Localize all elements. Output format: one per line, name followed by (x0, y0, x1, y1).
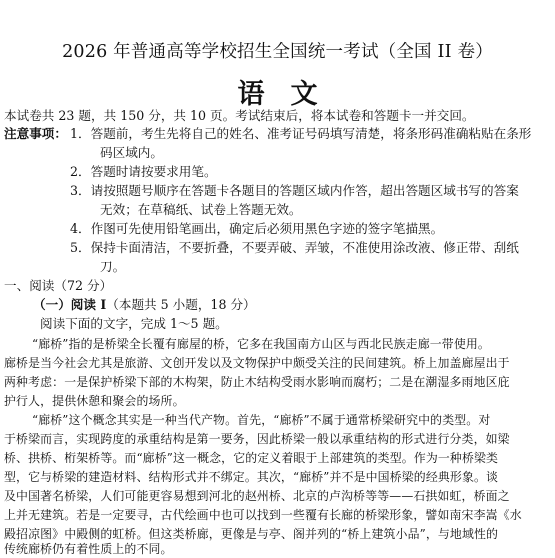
notice-item-5-cont: 刀。 (100, 259, 126, 274)
notice-item-3-cont: 无效；在草稿纸、试卷上答题无效。 (100, 202, 302, 217)
subsection-note: （本题共 5 小题，18 分） (106, 297, 256, 312)
passage-line: “廊桥”指的是桥梁全长覆有廊屋的桥，它多在我国南方山区与西北民族走廊一带使用。 (32, 337, 490, 351)
subsection-heading (33, 296, 256, 314)
notice-item-4: 4．作图可先使用铅笔画出，确定后必须用黑色字迹的签字笔描黑。 (70, 221, 444, 236)
passage-line: 型，它与桥梁的建造材料、结构形式并不绑定。其次，“廊桥”并不是中国桥梁的经典形象。谈 (4, 470, 499, 484)
passage-line: “廊桥”这个概念其实是一种当代产物。首先，“廊桥”不属于通常桥梁研究中的类型。对 (32, 413, 491, 427)
intro-text: 本试卷共 23 题，共 150 分，共 10 页。考试结束后，将本试卷和答题卡一并交回。 (4, 108, 475, 123)
passage-line: 两种考虑：一是保护桥梁下部的木构架，防止木结构受雨水影响而腐朽；二是在潮湿多雨地区庇 (4, 375, 510, 389)
passage-line: 于桥梁而言，实现跨度的承重结构是第一要务，因此桥梁一般以承重结构的形式进行分类，如梁 (4, 432, 510, 446)
passage-line: 传统廊桥仍有着性质上的不同。 (4, 542, 173, 556)
section-title: 一、阅读（72 分） (4, 278, 113, 293)
passage-line: 廊桥是当今社会尤其是旅游、文创开发以及文物保护中颇受关注的民间建筑。桥上加盖廊屋出于 (4, 356, 510, 370)
passage-line: 及中国著名桥梁，人们可能更容易想到河北的赵州桥、北京的卢沟桥等等——石拱如虹，桥面之 (4, 489, 510, 503)
passage-line: 上并无建筑。若是一定要寻，古代绘画中也可以找到一些覆有长廊的桥梁形象，譬如南宋李嵩《水 (4, 508, 522, 522)
notice-item-1: 1．答题前，考生先将自己的姓名、准考证号码填写清楚，将条形码准确粘贴在条形 (70, 126, 532, 141)
notice-item-1-cont: 码区域内。 (100, 145, 163, 160)
notice-item-2: 2．答题时请按要求用笔。 (70, 164, 217, 179)
notice-item-3: 3．请按照题号顺序在答题卡各题目的答题区域内作答，超出答题区域书写的答案 (70, 183, 519, 198)
passage-line: 桥、拱桥、桁架桥等。而“廊桥”这一概念，它的定义着眼于上部建筑的类型。作为一种桥梁类 (4, 451, 499, 465)
exam-title: 2026 年普通高等学校招生全国统一考试（全国 II 卷） (62, 42, 493, 62)
passage-line: 护行人，提供休憩和聚会的场所。 (4, 394, 185, 408)
reading-instruction: 阅读下面的文字，完成 1～5 题。 (40, 316, 228, 331)
subject-title: 语文 (237, 79, 344, 110)
subsection-label: （一）阅读 I (33, 297, 107, 312)
passage-line: 殿招凉图》中殿侧的虹桥。但这类桥廊，更像是与亭、阁并列的“桥上建筑小品”，与地域性的 (4, 527, 499, 541)
notice-item-5: 5．保持卡面清洁，不要折叠，不要弄破、弄皱，不准使用涂改液、修正带、刮纸 (70, 240, 519, 255)
notice-label: 注意事项： (4, 126, 67, 141)
